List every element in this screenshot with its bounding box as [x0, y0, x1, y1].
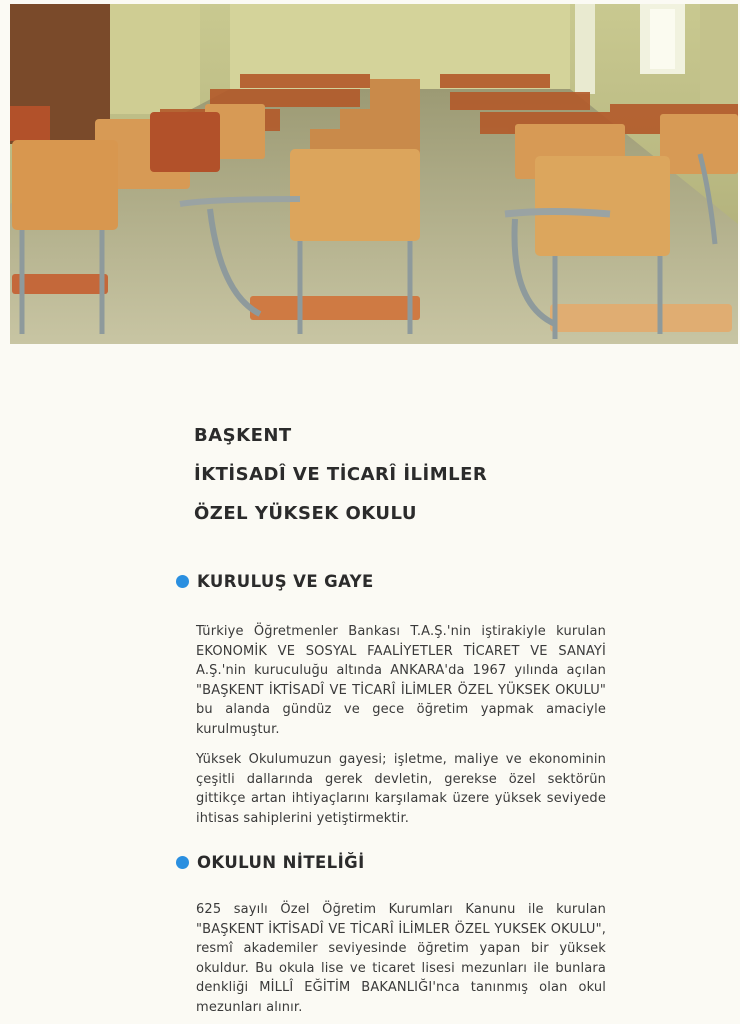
school-title: [194, 420, 487, 537]
bullet-icon: [176, 856, 189, 869]
paragraph-kurulus: Türkiye Öğretmenler Bankası T.A.Ş.'nin iştirakiyle kurulan EKONOMİK VE SOSYAL FAALİYETLER TİCARET VE SANAYİ A.Ş.'nin kuruculuğu altında ANKARA'da 1967 yılında açılan "BAŞKENT İKTİSADÎ VE TİCARÎ İLİMLER ÖZEL YÜKSEK OKULU" bu alanda gündüz ve gece öğretim yapmak amaciyle kurulmuştur.: [196, 624, 606, 737]
section-heading-kurulus: [176, 572, 374, 591]
paragraph-nitelik: 625 sayılı Özel Öğretim Kurumları Kanunu ile kurulan "BAŞKENT İKTİSADÎ VE TİCARÎ İLİMLER ÖZEL YUKSEK OKULU", resmî akademiler seviyesinde öğretim yapan bir yüksek okuldur. Bu okula lise ve ticaret lisesi mezunları ile bunlara denkliği MİLLÎ EĞİTİM BAKANLIĞI'nca tanınmış olan okul mezunları alınır.: [196, 902, 606, 1015]
title-line: İKTİSADÎ VE TİCARÎ İLİMLER: [194, 464, 488, 485]
title-line: BAŞKENT: [194, 425, 292, 446]
classroom-photo: [10, 4, 738, 344]
title-line: ÖZEL YÜKSEK OKULU: [194, 503, 417, 524]
paragraph-gaye: Yüksek Okulumuzun gayesi; işletme, maliye ve ekonominin çeşitli dallarında gerek devletin, gerekse özel sektörün gittikçe artan ihtiyaçlarını karşılamak üzere yüksek seviyede ihtisas sahiplerini yetiştirmektir.: [196, 752, 606, 826]
section-heading-label: OKULUN NİTELİĞİ: [197, 853, 365, 872]
section-heading-label: KURULUŞ VE GAYE: [197, 572, 374, 591]
section-heading-nitelik: [176, 853, 365, 872]
bullet-icon: [176, 575, 189, 588]
